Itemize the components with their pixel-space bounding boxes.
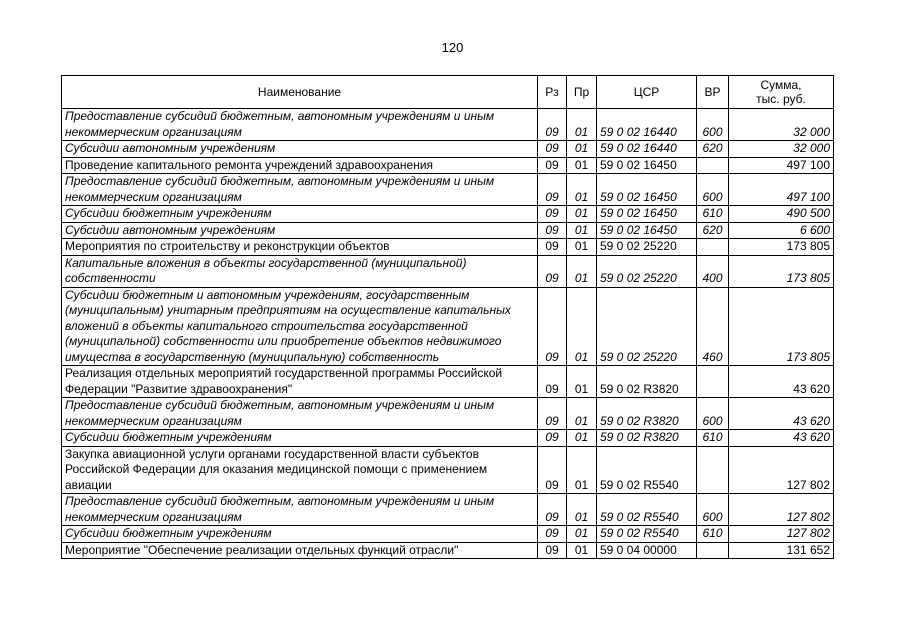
page-number: 120 <box>441 40 464 55</box>
cell-vr: 600 <box>697 494 729 526</box>
cell-sum: 173 805 <box>729 239 834 256</box>
cell-pr: 01 <box>567 542 597 559</box>
table-row <box>62 255 834 287</box>
table-row <box>62 430 834 447</box>
cell-rz: 09 <box>538 141 567 158</box>
cell-sum: 43 620 <box>729 430 834 447</box>
cell-pr: 01 <box>567 255 597 287</box>
cell-name: Субсидии автономным учреждениям <box>62 222 538 239</box>
header-sum-label: Сумма, <box>760 78 802 92</box>
cell-pr: 01 <box>567 398 597 430</box>
cell-sum: 32 000 <box>729 141 834 158</box>
cell-sum: 497 100 <box>729 174 834 206</box>
cell-vr: 400 <box>697 255 729 287</box>
cell-vr <box>697 366 729 398</box>
cell-sum: 6 600 <box>729 222 834 239</box>
cell-csr: 59 0 02 16440 <box>597 141 697 158</box>
table-row <box>62 494 834 526</box>
cell-rz: 09 <box>538 174 567 206</box>
budget-table <box>61 75 834 559</box>
cell-sum: 173 805 <box>729 287 834 366</box>
cell-name: Субсидии бюджетным и автономным учреждениям, государственным (муниципальным) унитарным предприятиям на осуществление капитальных вложений в объекты капитального строительства государственной (муниципальной) собственности или приобретение объектов недвижимого имущества в государственную (муниципальную) собственность <box>62 287 538 366</box>
header-rz: Рз <box>538 76 567 109</box>
cell-name: Субсидии бюджетным учреждениям <box>62 206 538 223</box>
cell-rz: 09 <box>538 222 567 239</box>
cell-csr: 59 0 02 R5540 <box>597 526 697 543</box>
cell-rz: 09 <box>538 206 567 223</box>
header-vr: ВР <box>697 76 729 109</box>
cell-sum: 127 802 <box>729 494 834 526</box>
cell-csr: 59 0 04 00000 <box>597 542 697 559</box>
header-name: Наименование <box>62 76 538 109</box>
cell-pr: 01 <box>567 157 597 174</box>
cell-vr: 610 <box>697 206 729 223</box>
cell-sum: 43 620 <box>729 366 834 398</box>
table-row <box>62 366 834 398</box>
cell-rz: 09 <box>538 446 567 494</box>
cell-pr: 01 <box>567 141 597 158</box>
cell-name: Субсидии автономным учреждениям <box>62 141 538 158</box>
cell-name: Субсидии бюджетным учреждениям <box>62 526 538 543</box>
cell-name: Предоставление субсидий бюджетным, автономным учреждениям и иным некоммерческим организациям <box>62 398 538 430</box>
cell-rz: 09 <box>538 109 567 141</box>
cell-name: Мероприятия по строительству и реконструкции объектов <box>62 239 538 256</box>
cell-vr: 600 <box>697 398 729 430</box>
cell-csr: 59 0 02 16450 <box>597 157 697 174</box>
cell-name: Субсидии бюджетным учреждениям <box>62 430 538 447</box>
cell-name: Проведение капитального ремонта учреждений здравоохранения <box>62 157 538 174</box>
cell-vr <box>697 157 729 174</box>
cell-pr: 01 <box>567 287 597 366</box>
cell-csr: 59 0 02 16450 <box>597 206 697 223</box>
header-pr: Пр <box>567 76 597 109</box>
cell-csr: 59 0 02 R3820 <box>597 430 697 447</box>
cell-pr: 01 <box>567 206 597 223</box>
table-row <box>62 398 834 430</box>
cell-pr: 01 <box>567 494 597 526</box>
table-row <box>62 526 834 543</box>
cell-pr: 01 <box>567 222 597 239</box>
cell-sum: 127 802 <box>729 526 834 543</box>
cell-rz: 09 <box>538 398 567 430</box>
cell-csr: 59 0 02 16450 <box>597 222 697 239</box>
cell-vr: 620 <box>697 222 729 239</box>
cell-pr: 01 <box>567 430 597 447</box>
cell-pr: 01 <box>567 174 597 206</box>
table-row <box>62 446 834 494</box>
table-row <box>62 141 834 158</box>
cell-csr: 59 0 02 R3820 <box>597 366 697 398</box>
cell-sum: 497 100 <box>729 157 834 174</box>
cell-rz: 09 <box>538 526 567 543</box>
header-sum-unit: тыс. руб. <box>756 92 806 106</box>
cell-csr: 59 0 02 25220 <box>597 255 697 287</box>
cell-csr: 59 0 02 25220 <box>597 239 697 256</box>
table-row <box>62 287 834 366</box>
cell-name: Предоставление субсидий бюджетным, автономным учреждениям и иным некоммерческим организациям <box>62 109 538 141</box>
table-row <box>62 206 834 223</box>
cell-vr: 620 <box>697 141 729 158</box>
cell-csr: 59 0 02 16440 <box>597 109 697 141</box>
cell-sum: 127 802 <box>729 446 834 494</box>
cell-rz: 09 <box>538 542 567 559</box>
cell-rz: 09 <box>538 157 567 174</box>
cell-sum: 173 805 <box>729 255 834 287</box>
cell-rz: 09 <box>538 239 567 256</box>
cell-rz: 09 <box>538 430 567 447</box>
cell-rz: 09 <box>538 366 567 398</box>
cell-vr: 610 <box>697 430 729 447</box>
cell-vr: 600 <box>697 109 729 141</box>
cell-csr: 59 0 02 R3820 <box>597 398 697 430</box>
cell-vr <box>697 542 729 559</box>
table-row <box>62 239 834 256</box>
cell-csr: 59 0 02 R5540 <box>597 446 697 494</box>
cell-csr: 59 0 02 16450 <box>597 174 697 206</box>
cell-name: Закупка авиационной услуги органами государственной власти субъектов Российской Федерации для оказания медицинской помощи с применением авиации <box>62 446 538 494</box>
cell-rz: 09 <box>538 287 567 366</box>
cell-pr: 01 <box>567 526 597 543</box>
header-csr: ЦСР <box>597 76 697 109</box>
cell-name: Предоставление субсидий бюджетным, автономным учреждениям и иным некоммерческим организациям <box>62 174 538 206</box>
cell-vr: 460 <box>697 287 729 366</box>
cell-sum: 490 500 <box>729 206 834 223</box>
cell-pr: 01 <box>567 366 597 398</box>
cell-sum: 131 652 <box>729 542 834 559</box>
header-sum <box>729 76 834 109</box>
table-row <box>62 174 834 206</box>
cell-pr: 01 <box>567 239 597 256</box>
cell-vr: 610 <box>697 526 729 543</box>
cell-csr: 59 0 02 R5540 <box>597 494 697 526</box>
cell-rz: 09 <box>538 494 567 526</box>
cell-name: Капитальные вложения в объекты государственной (муниципальной) собственности <box>62 255 538 287</box>
cell-rz: 09 <box>538 255 567 287</box>
cell-vr <box>697 446 729 494</box>
cell-vr <box>697 239 729 256</box>
cell-name: Мероприятие "Обеспечение реализации отдельных функций отрасли" <box>62 542 538 559</box>
cell-sum: 43 620 <box>729 398 834 430</box>
table-row <box>62 222 834 239</box>
table-body <box>62 109 834 559</box>
table-header-row <box>62 76 834 109</box>
cell-csr: 59 0 02 25220 <box>597 287 697 366</box>
cell-pr: 01 <box>567 446 597 494</box>
table-row <box>62 542 834 559</box>
cell-sum: 32 000 <box>729 109 834 141</box>
table-row <box>62 157 834 174</box>
cell-name: Реализация отдельных мероприятий государственной программы Российской Федерации "Развитие здравоохранения" <box>62 366 538 398</box>
table-row <box>62 109 834 141</box>
cell-name: Предоставление субсидий бюджетным, автономным учреждениям и иным некоммерческим организациям <box>62 494 538 526</box>
cell-vr: 600 <box>697 174 729 206</box>
cell-pr: 01 <box>567 109 597 141</box>
